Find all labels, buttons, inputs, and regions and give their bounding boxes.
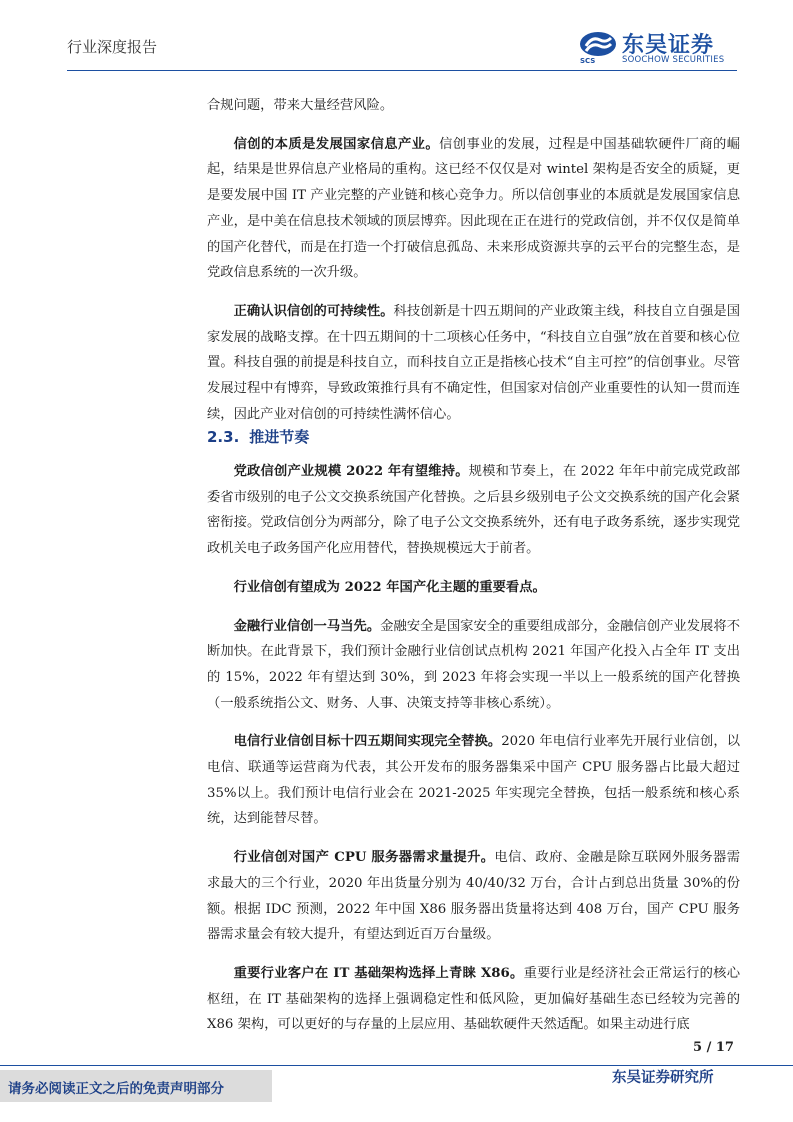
logo-mark-icon (578, 30, 618, 60)
paragraph-text: 规模和节奏上，在 2022 年年中前完成党政部委省市级别的电子公文交换系统国产化替换。之后县乡级别电子公文交换系统的国产化会紧密衔接。党政信创分为两部分，除了电子公文交换系统外，还有电子政务系统，逐步实现党政机关电子政务国产化应用替代，替换规模远大于前者。 (207, 464, 740, 557)
paragraph-lead: 行业信创有望成为 2022 年国产化主题的重要看点。 (233, 579, 546, 595)
body-text-bottom (207, 459, 740, 1051)
paragraph-lead: 党政信创产业规模 2022 年有望维持。 (233, 464, 469, 479)
paragraph-lead: 重要行业客户在 IT 基础架构选择上青睐 X86。 (233, 965, 524, 981)
logo-abbreviation: SCS (580, 57, 596, 65)
paragraph (207, 575, 740, 601)
paragraph-lead: 金融行业信创一马当先。 (233, 618, 381, 634)
logo-chinese-name: 东吴证券 (622, 33, 715, 58)
paragraph (207, 614, 740, 717)
paragraph (207, 729, 740, 832)
paragraph-text: 信创事业的发展，过程是中国基础软硬件厂商的崛起，结果是世界信息产业格局的重构。这已经不仅仅是对 wintel 架构是否安全的质疑，更是要发展中国 IT 产业完整的产业链和核心竞争力。所以信创事业的本质就是发展国家信息产业，是中美在信息技术领域的顶层博弈。因此现在正在进行的党政信创，并不仅仅是简单的国产化替代，而是在打造一个打破信息孤岛、未来形成资源共享的云平台的完整生态，是党政信息系统的一次升级。 (207, 136, 741, 281)
paragraph-text: 合规问题，带来大量经营风险。 (207, 98, 394, 113)
company-logo (578, 30, 738, 70)
paragraph (207, 132, 740, 286)
institute-name: 东吴证券研究所 (612, 1070, 714, 1086)
report-type-label: 行业深度报告 (67, 38, 158, 56)
paragraph (207, 299, 740, 428)
paragraph (207, 459, 740, 562)
paragraph-text: 重要行业是经济社会正常运行的核心枢纽，在 IT 基础架构的选择上强调稳定性和低风险，更加偏好基础生态已经较为完善的 X86 架构，可以更好的与存量的上层应用、基础软硬件天然适配。如果主动进行底 (207, 965, 741, 1033)
paragraph-text: 2020 年电信行业率先开展行业信创，以电信、联通等运营商为代表，其公开发布的服务器集采中国产 CPU 服务器占比最大超过 35%以上。我们预计电信行业会在 2021-2025 年实现完全替换，包括一般系统和核心系统，达到能替尽替。 (207, 734, 740, 827)
section-title-text: 推进节奏 (249, 428, 310, 446)
paragraph-text: 电信、政府、金融是除互联网外服务器需求最大的三个行业，2020 年出货量分别为 40/40/32 万台，合计占到总出货量 30%的份额。根据 IDC 预测，2022 年中国 X86 服务器出货量将达到 408 万台，国产 CPU 服务器需求量会有较大提升，有望达到近百万台量级。 (207, 850, 741, 943)
paragraph-text: 金融安全是国家安全的重要组成部分，金融信创产业发展将不断加快。在此背景下，我们预计金融行业信创试点机构 2021 年国产化投入占全年 IT 支出的 15%，2022 年有望达到 30%，到 2023 年将会实现一半以上一般系统的国产化替换（一般系统指公文、财务、人事、决策支持等非核心系统）。 (207, 618, 741, 711)
paragraph (207, 845, 740, 948)
paragraph-text: 科技创新是十四五期间的产业政策主线，科技自立自强是国家发展的战略支撑。在十四五期间的十二项核心任务中，“科技自立自强”放在首要和核心位置。科技自强的前提是科技自立，而科技自立正是指核心技术“自主可控”的信创事业。尽管发展过程中有博弈，导致政策推行具有不确定性，但国家对信创产业重要性的认知一贯而连续，因此产业对信创的可持续性满怀信心。 (207, 303, 741, 422)
section-heading (207, 426, 309, 447)
header-divider (67, 70, 737, 71)
paragraph-lead: 正确认识信创的可持续性。 (233, 303, 394, 319)
paragraph-lead: 行业信创对国产 CPU 服务器需求量提升。 (233, 850, 495, 866)
paragraph (207, 961, 740, 1038)
page-number: 5 / 17 (693, 1040, 734, 1055)
section-number: 2.3. (207, 428, 240, 446)
body-text-top (207, 93, 740, 440)
disclaimer-box (0, 1070, 272, 1102)
logo-english-name: SOOCHOW SECURITIES (622, 55, 725, 65)
paragraph (207, 93, 740, 119)
paragraph-lead: 信创的本质是发展国家信息产业。 (233, 136, 440, 152)
disclaimer-text: 请务必阅读正文之后的免责声明部分 (8, 1081, 224, 1097)
paragraph-lead: 电信行业信创目标十四五期间实现完全替换。 (233, 734, 502, 750)
